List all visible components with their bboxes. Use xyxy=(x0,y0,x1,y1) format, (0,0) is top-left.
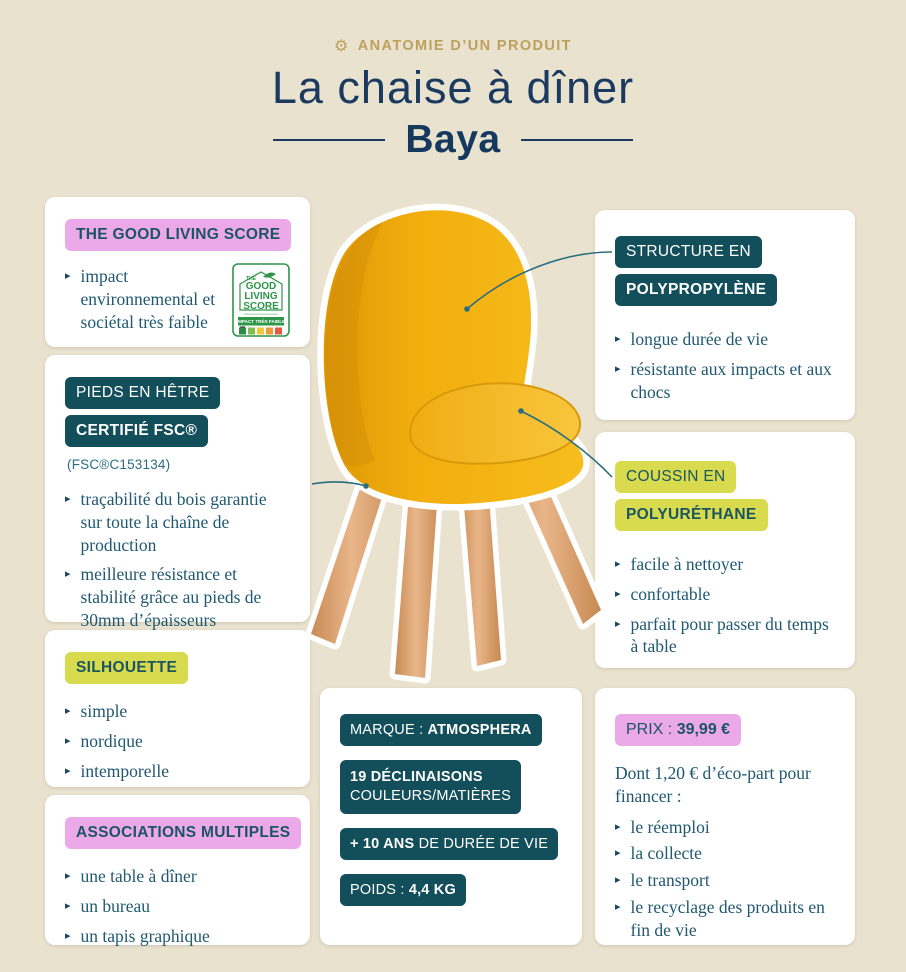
associations-bullets xyxy=(65,865,290,947)
duree-value: + 10 ANS xyxy=(350,835,415,852)
bullet-arrow-icon: ▸ xyxy=(65,705,71,717)
poids-value: 4,4 KG xyxy=(408,881,456,898)
good-living-score-logo-icon xyxy=(232,263,290,337)
marque-badge xyxy=(340,714,542,746)
bullet-arrow-icon: ▸ xyxy=(615,847,621,860)
list-item xyxy=(615,583,835,606)
card-specs xyxy=(320,688,582,945)
bullet-arrow-icon: ▸ xyxy=(615,617,621,630)
bullet-arrow-icon: ▸ xyxy=(65,493,71,505)
subtitle-row xyxy=(0,118,906,162)
good-living-bullets xyxy=(65,265,222,340)
list-item xyxy=(65,488,290,556)
associations-title: ASSOCIATIONS MULTIPLES xyxy=(65,817,301,849)
bullet-arrow-icon: ▸ xyxy=(615,558,621,570)
pieds-bullets xyxy=(65,488,290,632)
product-name: Baya xyxy=(405,118,501,161)
marque-value: ATMOSPHERA xyxy=(427,722,532,738)
poids-label: POIDS : xyxy=(350,881,409,898)
poids-badge xyxy=(340,874,466,906)
svg-text:SCORE: SCORE xyxy=(243,301,279,312)
bullet-text: intemporelle xyxy=(80,760,169,781)
card-good-living-score xyxy=(45,197,310,347)
svg-text:LIVING: LIVING xyxy=(244,291,278,302)
card-pieds-hetre xyxy=(45,355,310,630)
bullet-arrow-icon: ▸ xyxy=(615,587,621,600)
page-title: La chaise à dîner xyxy=(271,62,635,113)
bullet-arrow-icon: ▸ xyxy=(65,929,71,942)
list-item xyxy=(615,869,835,892)
coussin-badge: COUSSIN EN xyxy=(615,461,736,493)
bullet-arrow-icon: ▸ xyxy=(65,270,71,282)
bullet-arrow-icon: ▸ xyxy=(615,820,621,833)
card-associations xyxy=(45,795,310,945)
bullet-text: un bureau xyxy=(80,895,151,916)
card-prix xyxy=(595,688,855,945)
bullet-text: simple xyxy=(80,701,128,721)
bullet-text: un tapis graphique xyxy=(80,925,210,946)
structure-badge: STRUCTURE EN xyxy=(615,236,762,268)
list-item xyxy=(65,730,290,753)
bullet-text: parfait pour passer du temps à table xyxy=(630,613,829,657)
list-item xyxy=(65,895,290,918)
card-silhouette xyxy=(45,630,310,787)
coussin-bullets xyxy=(615,553,835,658)
list-item xyxy=(615,358,835,404)
bullet-arrow-icon: ▸ xyxy=(65,568,71,581)
good-living-score-title: THE GOOD LIVING SCORE xyxy=(65,219,291,251)
fsc-reference: (FSC®C153134) xyxy=(67,457,171,472)
card-coussin xyxy=(595,432,855,668)
list-item xyxy=(65,563,290,631)
bullet-text: impact environnemental et sociétal très faible xyxy=(80,266,216,332)
rule-left xyxy=(273,139,385,141)
bullet-arrow-icon: ▸ xyxy=(65,870,71,882)
list-item xyxy=(65,700,290,723)
bullet-text: facile à nettoyer xyxy=(630,554,744,574)
pieds-badge: PIEDS EN HÊTRE xyxy=(65,377,220,409)
silhouette-bullets xyxy=(65,700,290,782)
eyebrow-label: ANATOMIE D’UN PRODUIT xyxy=(357,37,572,54)
bullet-text: confortable xyxy=(630,583,711,604)
list-item xyxy=(65,760,290,783)
certifie-fsc-badge: CERTIFIÉ FSC® xyxy=(65,415,208,447)
bullet-arrow-icon: ▸ xyxy=(615,900,621,913)
bullet-text: le réemploi xyxy=(630,816,710,837)
rule-right xyxy=(521,139,633,141)
list-item xyxy=(615,613,835,659)
bullet-text: résistante aux impacts et aux chocs xyxy=(630,358,832,402)
list-item xyxy=(615,896,835,942)
svg-text:GOOD: GOOD xyxy=(245,281,277,292)
structure-bullets xyxy=(615,328,835,403)
bullet-arrow-icon: ▸ xyxy=(65,899,71,912)
prix-bullets xyxy=(615,816,835,942)
eco-part-intro: Dont 1,20 € d’éco-part pour financer : xyxy=(615,763,811,806)
card-structure xyxy=(595,210,855,420)
duree-label: DE DURÉE DE VIE xyxy=(414,835,549,852)
bullet-arrow-icon: ▸ xyxy=(615,333,621,345)
bullet-text: traçabilité du bois garantie sur toute la chaîne de production xyxy=(80,489,267,555)
list-item xyxy=(615,553,835,576)
bullet-text: longue durée de vie xyxy=(630,329,769,349)
svg-text:THE: THE xyxy=(246,276,256,282)
bullet-text: la collecte xyxy=(630,843,702,864)
bullet-text: le transport xyxy=(630,870,710,890)
bullet-arrow-icon: ▸ xyxy=(65,734,71,747)
bullet-arrow-icon: ▸ xyxy=(65,764,71,777)
declinaisons-badge xyxy=(340,760,521,814)
silhouette-title: SILHOUETTE xyxy=(65,652,188,684)
duree-badge xyxy=(340,828,558,860)
polypropylene-badge: POLYPROPYLÈNE xyxy=(615,274,777,306)
bullet-text: meilleure résistance et stabilité grâce au pieds de 30mm d’épaisseurs xyxy=(80,564,262,630)
list-item xyxy=(65,865,290,888)
list-item xyxy=(615,328,835,351)
prix-label: PRIX : xyxy=(626,721,677,738)
prix-value: 39,99 € xyxy=(676,721,731,738)
bullet-arrow-icon: ▸ xyxy=(615,362,621,375)
bullet-text: nordique xyxy=(80,730,143,751)
gear-icon: ⚙ xyxy=(334,36,350,55)
chair-photo xyxy=(295,182,615,688)
list-item xyxy=(65,925,290,948)
declinaisons-label: COULEURS/MATIÈRES xyxy=(350,787,512,804)
polyurethane-badge: POLYURÉTHANE xyxy=(615,499,768,531)
declinaisons-count: 19 DÉCLINAISONS xyxy=(350,769,483,785)
list-item xyxy=(615,842,835,865)
prix-badge xyxy=(615,714,741,746)
bullet-text: le recyclage des produits en fin de vie xyxy=(630,896,825,940)
svg-text:IMPACT TRÈS FAIBLE: IMPACT TRÈS FAIBLE xyxy=(236,319,286,324)
bullet-arrow-icon: ▸ xyxy=(615,874,621,886)
bullet-text: une table à dîner xyxy=(80,866,197,886)
eyebrow xyxy=(0,36,906,55)
list-item xyxy=(65,265,222,333)
marque-label: MARQUE : xyxy=(350,722,428,738)
list-item xyxy=(615,816,835,839)
